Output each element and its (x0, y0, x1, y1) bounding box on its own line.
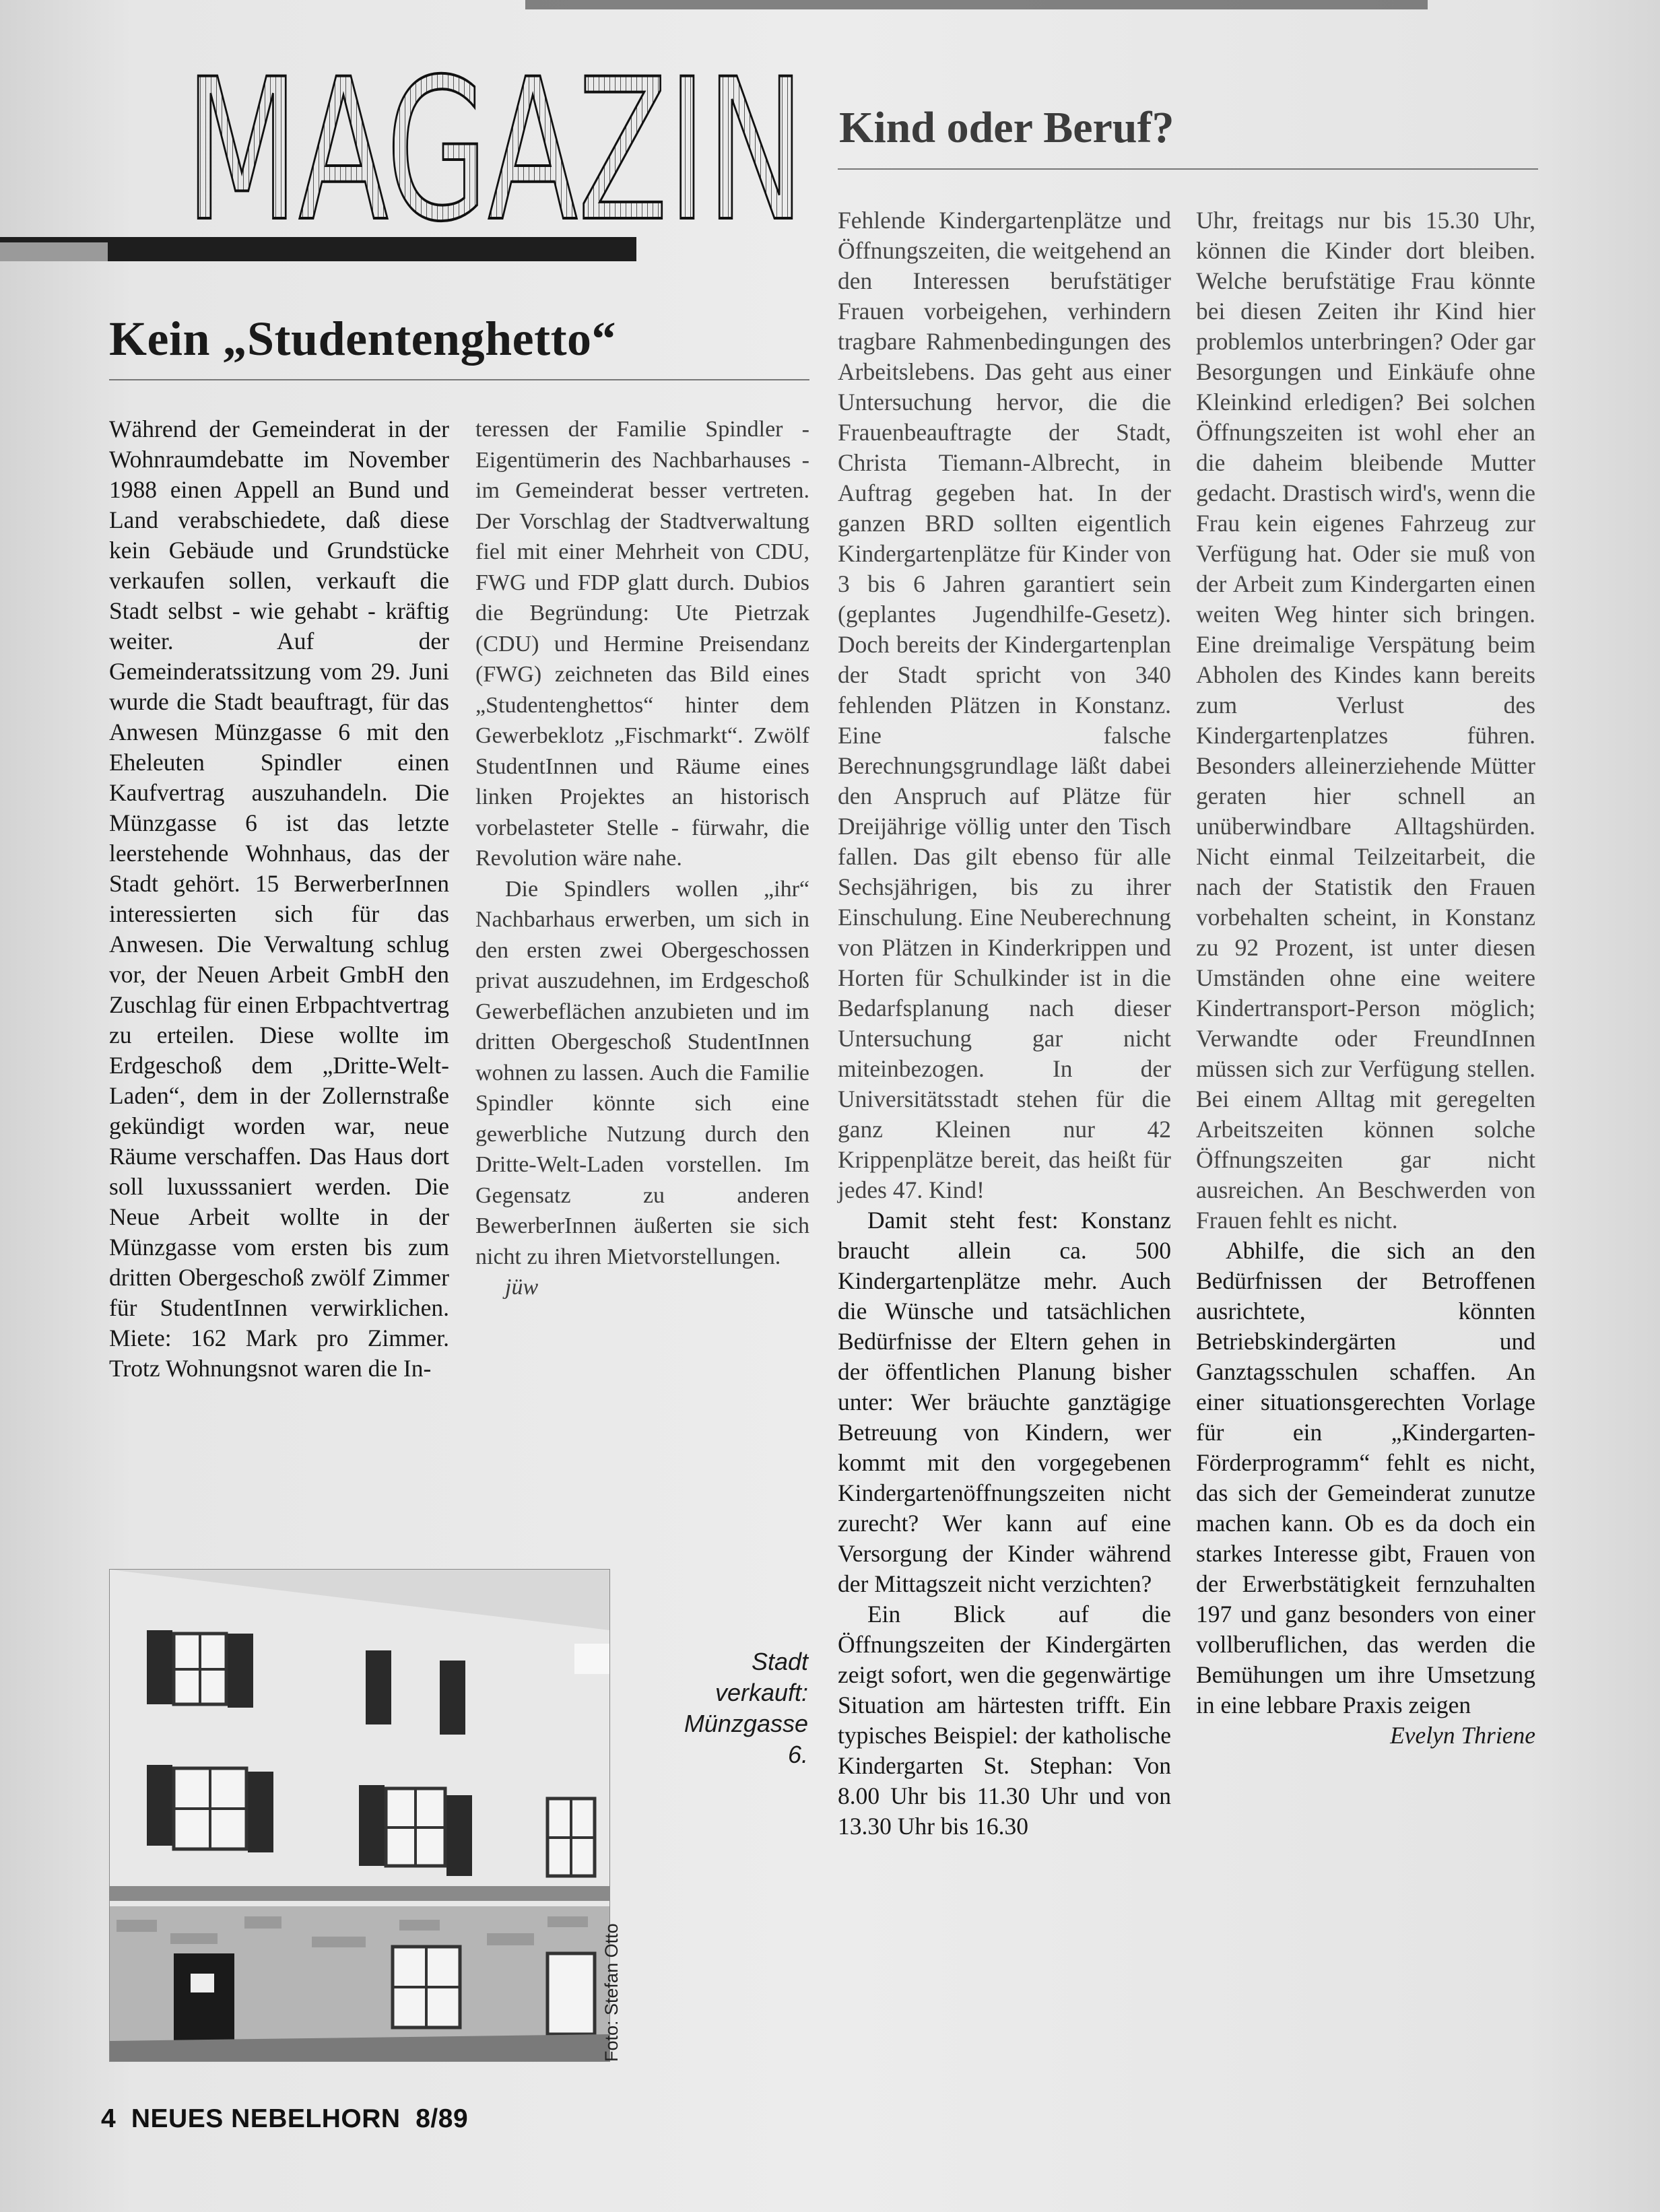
photo-credit: Foto: Stefan Otto (601, 1923, 622, 2062)
previous-page-edge (525, 0, 1428, 9)
article1-column-1 (109, 414, 449, 1384)
section-divider-shade (0, 242, 108, 261)
article2-paragraph: Ein Blick auf die Öffnungszeiten der Kindergärten zeigt sofort, wen die gegenwärtige Situation am härtesten trifft. Ein typisches Beispiel: der katholische Kindergarten St. Stephan: Von 8.00 Uhr bis 11.30 Uhr und von 13.30 Uhr bis 16.30 (838, 1601, 1171, 1840)
article-title-studentenghetto: Kein „Studentenghetto“ (109, 312, 617, 366)
title-rule (109, 379, 809, 380)
magazin-logo-text: MAGAZIN (185, 38, 805, 237)
magazin-section-logo (178, 35, 811, 237)
photo-caption: Stadt verkauft: Münzgasse 6. (684, 1648, 808, 1768)
article2-author: Evelyn Thriene (1390, 1722, 1535, 1749)
article1-column-2 (475, 414, 809, 1303)
building-photo (109, 1569, 610, 2062)
article1-paragraph: Die Spindlers wollen „ihr“ Nachbarhaus erwerben, um sich in den ersten zwei Obergeschossen privat auszudehnen, im Erdgeschoß Gewerbeflächen anzubieten und im dritten Obergeschoß StudentInnen wohnen zu lassen. Auch die Familie Spindler könnte sich eine gewerbliche Nutzung durch den Dritte-Welt-Laden vorstellen. Im Gegensatz zu anderen BewerberInnen äußerten sie sich nicht zu ihren Mietvorstellungen. (475, 876, 809, 1269)
article2-paragraph: Abhilfe, die sich an den Bedürfnissen der Betroffenen ausrichtete, könnten Betriebskindergärten und Ganztagsschulen schaffen. An einer situationsgerechten Vorlage für ein „Kindergarten-Förderprogramm“ fehlt es nicht, das sich der Gemeinderat zunutze machen kann. Ob es da doch ein starkes Interesse gibt, Frauen von der Erwerbstätigkeit fernzuhalten 197 und ganz besonders von einer vollberuflichen, das werden die Bemühungen um ihre Umsetzung in eine lebbare Praxis zeigen (1196, 1237, 1535, 1718)
article2-paragraph: Fehlende Kindergartenplätze und Öffnungszeiten, die weitgehend an den Interessen berufstätiger Frauen vorbeigehen, verhindern tragbare Rahmenbedingungen des Arbeitslebens. Das geht aus einer Untersuchung hervor, die die Frauenbeauftragte der Stadt, Christa Tiemann-Albrecht, in Auftrag gegeben hat. In der ganzen BRD sollten eigentlich Kindergartenplätze für Kinder von 3 bis 6 Jahren garantiert sein (geplantes Jugendhilfe-Gesetz). Doch bereits der Kindergartenplan der Stadt spricht von 340 fehlenden Plätzen in Konstanz. Eine falsche Berechnungsgrundlage läßt dabei den Anspruch auf Plätze für Dreijährige völlig unter den Tisch fallen. Das gilt ebenso für alle Sechsjährigen, bis zu ihrer Einschulung. Eine Neuberechnung von Plätzen in Kinderkrippen und Horten für Schulkinder ist in die Bedarfsplanung nach dieser Untersuchung gar nicht miteinbezogen. In der Universitätsstadt stehen für die ganz Kleinen nur 42 Krippenplätze bereit, das heißt für jedes 47. Kind! (838, 207, 1171, 1203)
page-footer: 4 NEUES NEBELHORN 8/89 (101, 2104, 469, 2133)
article1-paragraph: Während der Gemeinderat in der Wohnraumdebatte im November 1988 einen Appell an Bund und Land verabschiedete, daß diese kein Gebäude und Grundstücke verkaufen sollen, verkauft die Stadt selbst - wie gehabt - kräftig weiter. Auf der Gemeinderatssitzung vom 29. Juni wurde die Stadt beauftragt, für das Anwesen Münzgasse 6 mit den Eheleuten Spindler einen Kaufvertrag auszuhandeln. Die Münzgasse 6 ist das letzte leerstehende Wohnhaus, das der Stadt gehört. 15 BerwerberInnen interessierten sich für das Anwesen. Die Verwaltung schlug vor, der Neuen Arbeit GmbH den Zuschlag für einen Erbpachtvertrag zu erteilen. Diese wollte im Erdgeschoß dem „Dritte-Welt-Laden“, dem in der Zollernstraße gekündigt worden war, neue Räume verschaffen. Das Haus dort soll luxusssaniert werden. Die Neue Arbeit wollte in der Münzgasse vom ersten bis zum dritten Obergeschoß zwölf Zimmer für StudentInnen verwirklichen. Miete: 162 Mark pro Zimmer. Trotz Wohnungsnot waren die In- (109, 415, 449, 1382)
article1-author: jüw (505, 1275, 539, 1300)
article2-paragraph: Damit steht fest: Konstanz braucht allein ca. 500 Kindergartenplätze mehr. Auch die Wünsche und tatsächlichen Bedürfnisse der Eltern gehen in der öffentlichen Planung bisher unter: Wer bräuchte ganztägige Betreuung von Kindern, wer kommt mit den vorgegebenen Kindergartenöffnungszeiten nicht zurecht? Wer kann auf eine Versorgung der Kinder während der Mittagszeit nicht verzichten? (838, 1207, 1171, 1597)
title-rule (838, 168, 1538, 170)
article2-paragraph: Uhr, freitags nur bis 15.30 Uhr, können die Kinder dort bleiben. Welche berufstätige Frau könnte bei diesen Zeiten ihr Kind hier problemlos unterbringen? Oder gar Besorgungen und Einkäufe ohne Kleinkind erledigen? Bei solchen Öffnungszeiten ist wohl eher an die daheim bleibende Mutter gedacht. Drastisch wird's, wenn die Frau kein eigenes Fahrzeug zur Verfügung hat. Oder sie muß von der Arbeit zum Kindergarten einen weiten Weg hinter sich bringen. Eine dreimalige Verspätung beim Abholen des Kindes kann bereits zum Verlust des Kindergartenplatzes führen. Besonders alleinerziehende Mütter geraten hier schnell an unüberwindbare Alltagshürden. Nicht einmal Teilzeitarbeit, die nach der Statistik den Frauen vorbehalten scheint, in Konstanz zu 92 Prozent, ist unter diesen Umständen ohne eine weitere Kindertransport-Person möglich; Verwandte oder FreundInnen müssen sich zur Verfügung stellen. Bei einem Alltag mit geregelten Arbeitszeiten können solche Öffnungszeiten gar nicht ausreichen. An Beschwerden von Frauen fehlt es nicht. (1196, 207, 1535, 1234)
article2-column-1 (838, 205, 1171, 1842)
article2-column-2 (1196, 205, 1535, 1751)
article-title-kind-oder-beruf: Kind oder Beruf? (839, 103, 1174, 152)
article1-paragraph: teressen der Familie Spindler - Eigentümerin des Nachbarhauses - im Gemeinderat besser vertreten. Der Vorschlag der Stadtverwaltung fiel mit einer Mehrheit von CDU, FWG und FDP glatt durch. Dubios die Begründung: Ute Pietrzak (CDU) und Hermine Preisendanz (FWG) zeichneten das Bild eines „Studentenghettos“ hinter dem Gewerbeklotz „Fischmarkt“. Zwölf StudentInnen und Räume eines linken Projektes an historisch vorbelasteter Stelle - fürwahr, die Revolution wäre nahe. (475, 417, 809, 871)
